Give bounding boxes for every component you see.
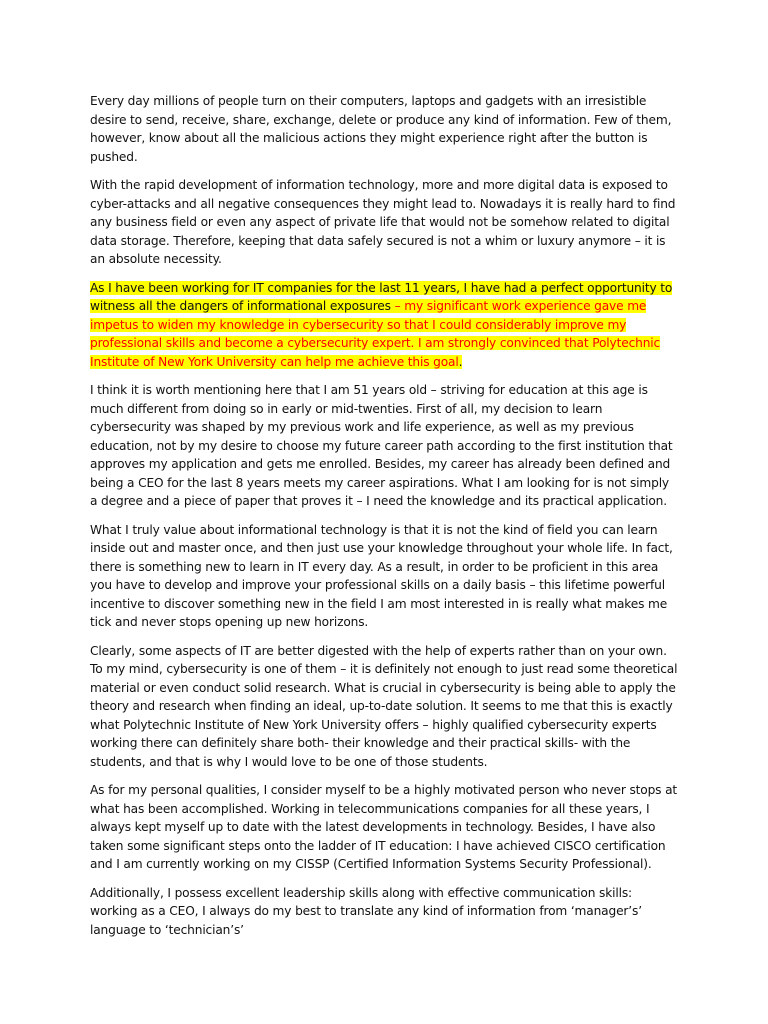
paragraph-5: What I truly value about informational technology is that it is not the kind of field you can learn inside out and master once, and then just use your knowledge throughout your whole life. In fact, there is something new to learn in IT every day. As a result, in order to be proficient in this area you have to develop and improve your professional skills on a daily basis – this lifetime powerful incentive to discover something new in the field I am most interested in is really what makes me tick and never stops opening up new horizons. — [90, 522, 673, 629]
highlighted-red-text: – my significant work experience gave me impetus to widen my knowledge in cybersecurity so that I could considerably improve my professional skills and become a cybersecurity expert. I am strongly convinced that Polytechnic Institute of New York University can help me achieve this goal — [90, 299, 661, 369]
paragraph-6: Clearly, some aspects of IT are better digested with the help of experts rather than on your own. To my mind, cybersecurity is one of them – it is definitely not enough to just read some theoretical material or even conduct solid research. What is crucial in cybersecurity is being able to apply the theory and research when finding an ideal, up-to-date solution. It seems to me that this is exactly what Polytechnic Institute of New York University offers – highly qualified cybersecurity experts working there can definitely share both- their knowledge and their practical skills- with the students, and that is why I would love to be one of those students. — [90, 643, 678, 769]
paragraph-2: With the rapid development of information technology, more and more digital data is exposed to cyber-attacks and all negative consequences they might lead to. Nowadays it is really hard to find any business field or even any aspect of private life that would not be somehow related to digital data storage. Therefore, keeping that data safely secured is not a whim or luxury anymore – it is an absolute necessity. — [90, 178, 676, 266]
paragraph-1: Every day millions of people turn on their computers, laptops and gadgets with an irresistible desire to send, receive, share, exchange, delete or produce any kind of information. Few of them, however, know about all the malicious actions they might experience right after the button is pushed. — [90, 94, 672, 164]
paragraph-8: Additionally, I possess excellent leadership skills along with effective communication skills: working as a CEO, I always do my best to translate any kind of information from ‘manager’s’ language to ‘technician’s’ — [90, 885, 642, 937]
paragraph-7: As for my personal qualities, I consider myself to be a highly motivated person who never stops at what has been accomplished. Working in telecommunications companies for all these years, I always kept myself up to date with the latest developments in technology. Besides, I have also taken some significant steps onto the ladder of IT education: I have achieved CISCO certification and I am currently working on my CISSP (Certified Information Systems Security Professional). — [90, 783, 678, 871]
paragraph-4: I think it is worth mentioning here that I am 51 years old – striving for education at this age is much different from doing so in early or mid-twenties. First of all, my decision to learn cybersecurity was shaped by my previous work and life experience, as well as my previous education, not by my desire to choose my future career path according to the first institution that approves my application and gets me enrolled. Besides, my career has already been defined and being a CEO for the last 8 years meets my career aspirations. What I am looking for is not simply a degree and a piece of paper that proves it – I need the knowledge and its practical application. — [90, 383, 673, 508]
highlighted-text: As I have been working for IT companies for the last 11 years, I have had a perfect opportunity to witness all the dangers of informational exposures — [90, 280, 673, 313]
document-page — [90, 92, 680, 949]
paragraph-3-highlighted — [90, 279, 680, 372]
highlighted-period: . — [458, 354, 463, 369]
